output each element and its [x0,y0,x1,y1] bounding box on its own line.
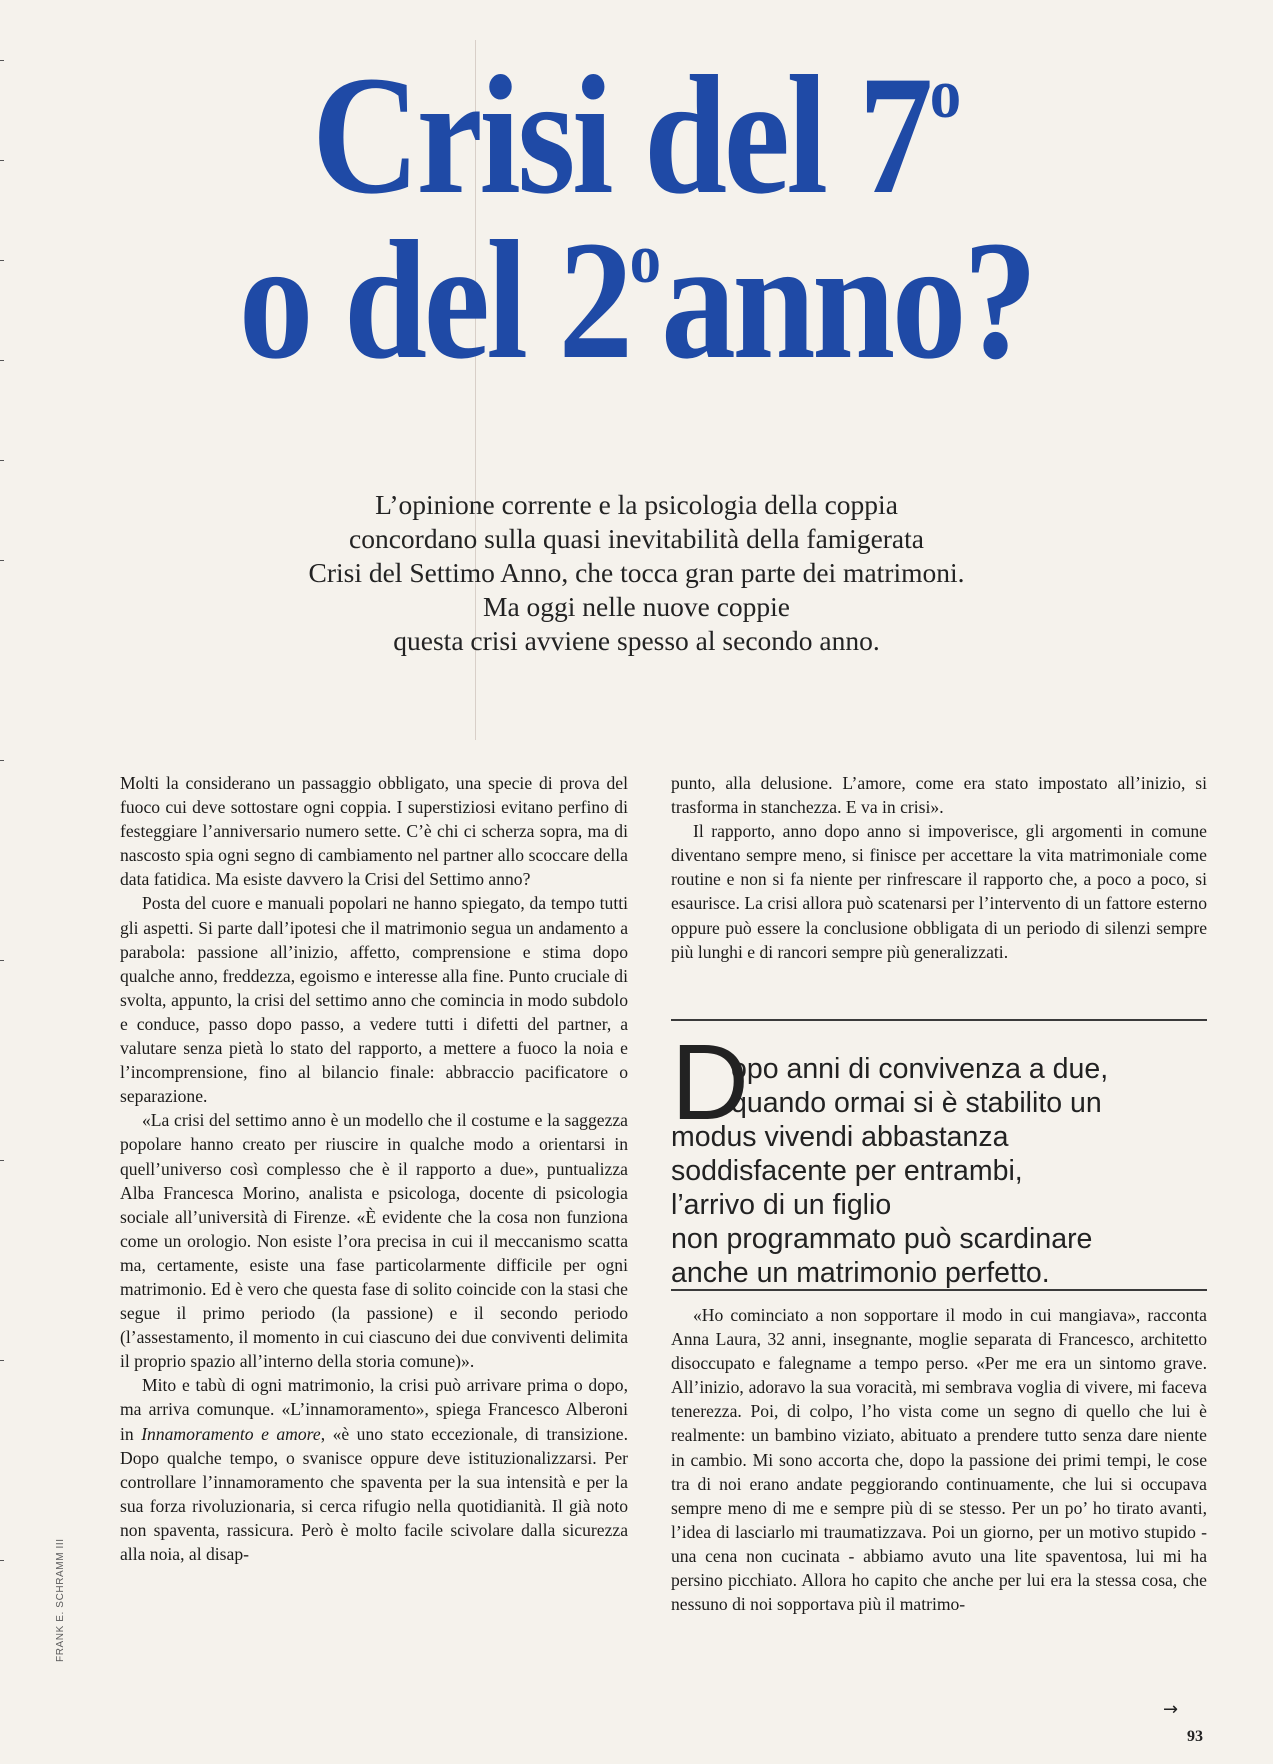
pull-quote-top-rule [671,1019,1207,1021]
headline-line-1 [76,41,1196,229]
subtitle-line: L’opinione corrente e la psicologia della coppia [375,489,898,520]
subtitle-line: questa crisi avviene spesso al secondo anno. [393,625,880,656]
article-subtitle [0,488,1273,658]
right-column-bottom [671,1303,1207,1616]
paragraph: Molti la considerano un passaggio obbligato, una specie di prova del fuoco cui deve sottostare ogni coppia. I superstiziosi evitano perfino di festeggiare l’anniversario numero sette. C’è chi ci scherza sopra, ma di nascosto spia ogni segno di cambiamento nel partner allo scoccare della data fatidica. Ma esiste davvero la Crisi del Settimo anno? [120,773,628,890]
edge-mark [0,1160,4,1161]
paragraph [120,1373,628,1566]
headline-degree-sign: o [929,54,962,134]
drop-cap: D [671,1021,749,1142]
headline-degree-sign-2: o [629,219,662,299]
paragraph-text: Mito e tabù di ogni matrimonio, la crisi può arrivare prima o dopo, ma arriva comunque. «L’innamoramento», spiega Francesco Alberoni in [120,1375,628,1444]
book-title: Innamoramento e amore [141,1423,321,1444]
edge-mark [0,160,4,161]
edge-mark [0,1560,4,1561]
paragraph: Il rapporto, anno dopo anno si impoverisce, gli argomenti in comune diventano sempre meno, si finisce per accettare la vita matrimoniale come routine e non si fa niente per rinfrescare il rapporto che, a poco a poco, si esaurisce. La crisi allora può scatenarsi per l’intervento di un fattore esterno oppure può essere la conclusione obbligata di un periodo di silenzi sempre più lunghi e di rancori sempre più generalizzati. [671,821,1207,962]
headline-line-1-text: Crisi del 7 [311,41,930,229]
subtitle-line: Ma oggi nelle nuove coppie [483,591,790,622]
edge-mark [0,360,4,361]
headline-line-2-text-b: anno? [661,206,1035,394]
edge-mark [0,960,4,961]
edge-mark [0,60,4,61]
headline-line-2 [76,206,1196,394]
edge-mark [0,460,4,461]
edge-mark [0,760,4,761]
photo-credit: FRANK E. SCHRAMM III [55,1538,66,1662]
subtitle-line: Crisi del Settimo Anno, che tocca gran parte dei matrimoni. [308,557,965,588]
pull-quote-line: opo anni di convivenza a due, [731,1053,1109,1085]
continue-arrow-icon: → [1163,1699,1179,1720]
paragraph: punto, alla delusione. L’amore, come era stato impostato all’inizio, si trasforma in stanchezza. E va in crisi». [671,773,1207,818]
right-column-top [671,771,1207,964]
pull-quote-bottom-rule [671,1289,1207,1291]
paragraph: «Ho cominciato a non sopportare il modo in cui mangiava», racconta Anna Laura, 32 anni, insegnante, moglie separata di Francesco, architetto disoccupato e falegname a tempo perso. «Per me era un sintomo grave. All’inizio, adoravo la sua voracità, mi sembrava voglia di vivere, mi faceva tenerezza. Poi, di colpo, l’ho vista come un segno di quello che lui è realmente: un bambino viziato, abituato a prendere tutto senza dare niente in cambio. Mi sono accorta che, dopo la passione dei primi tempi, le cose tra di noi erano andate peggiorando continuamente, che lui si occupava sempre meno di me e sempre più di se stesso. Per un po’ ho tirato avanti, l’idea di lasciarlo mi traumatizzava. Poi un giorno, per un motivo stupido - una cena non cucinata - abbiamo avuto una lite spaventosa, lui mi ha persino picchiato. Allora ho capito che anche per lui era la stessa cosa, che nessuno di noi sopportava più il matrimo- [671,1305,1207,1615]
paragraph: «La crisi del settimo anno è un modello che il costume e la saggezza popolare hanno creato per riuscire in qualche modo a orientarsi in quell’universo così complesso che è il rapporto a due», puntualizza Alba Francesca Morino, analista e psicologa, docente di psicologia sociale all’università di Firenze. «È evidente che la cosa non funziona come un orologio. Non esiste l’ora precisa in cui il meccanismo scatta ma, certamente, esiste una fase particolarmente difficile per ogni matrimonio. Ed è vero che questa fase di solito coincide con la stasi che segue il primo periodo (la passione) e il secondo periodo (l’assestamento, il momento in cui ciascuno dei due conviventi delimita il proprio spazio all’interno della storia comune)». [120,1110,628,1372]
left-column [120,771,628,1566]
edge-mark [0,560,4,561]
pull-quote-line: non programmato può scardinare [671,1223,1093,1255]
edge-mark [0,1360,4,1361]
paragraph: Posta del cuore e manuali popolari ne hanno spiegato, da tempo tutti gli aspetti. Si parte dall’ipotesi che il matrimonio segua un andamento a parabola: passione all’inizio, affetto, comprensione e stima dopo qualche anno, freddezza, egoismo e interesse alla fine. Punto cruciale di svolta, appunto, la crisi del settimo anno che comincia in modo subdolo e conduce, passo dopo passo, a vedere tutti i difetti del partner, a valutare senza pietà lo stato del rapporto, a mettere a fuoco la noia e l’incomprensione, fino al bilancio finale: abbraccio pacificatore o separazione. [120,893,628,1107]
page-number: 93 [1187,1728,1203,1745]
subtitle-line: concordano sulla quasi inevitabilità della famigerata [349,523,924,554]
edge-mark [0,260,4,261]
pull-quote-line: modus vivendi abbastanza [671,1121,1009,1153]
paragraph-text: , «è uno stato eccezionale, di transizione. Dopo qualche tempo, o svanisce oppure deve istituzionalizzarsi. Per controllare l’innamoramento che spaventa per la sua intensità e per la sua forza rivoluzionaria, si cerca rifugio nella quotidianità. Il già noto non spaventa, rassicura. Però è molto facile scivolare dalla sicurezza alla noia, al disap- [120,1423,628,1564]
pull-quote-line: anche un matrimonio perfetto. [671,1257,1050,1289]
headline-line-2-text-a: o del 2 [238,206,630,394]
pull-quote-line: soddisfacente per entrambi, [671,1155,1023,1187]
pull-quote-line: quando ormai si è stabilito un [731,1087,1102,1119]
pull-quote-line: l’arrivo di un figlio [671,1189,892,1221]
